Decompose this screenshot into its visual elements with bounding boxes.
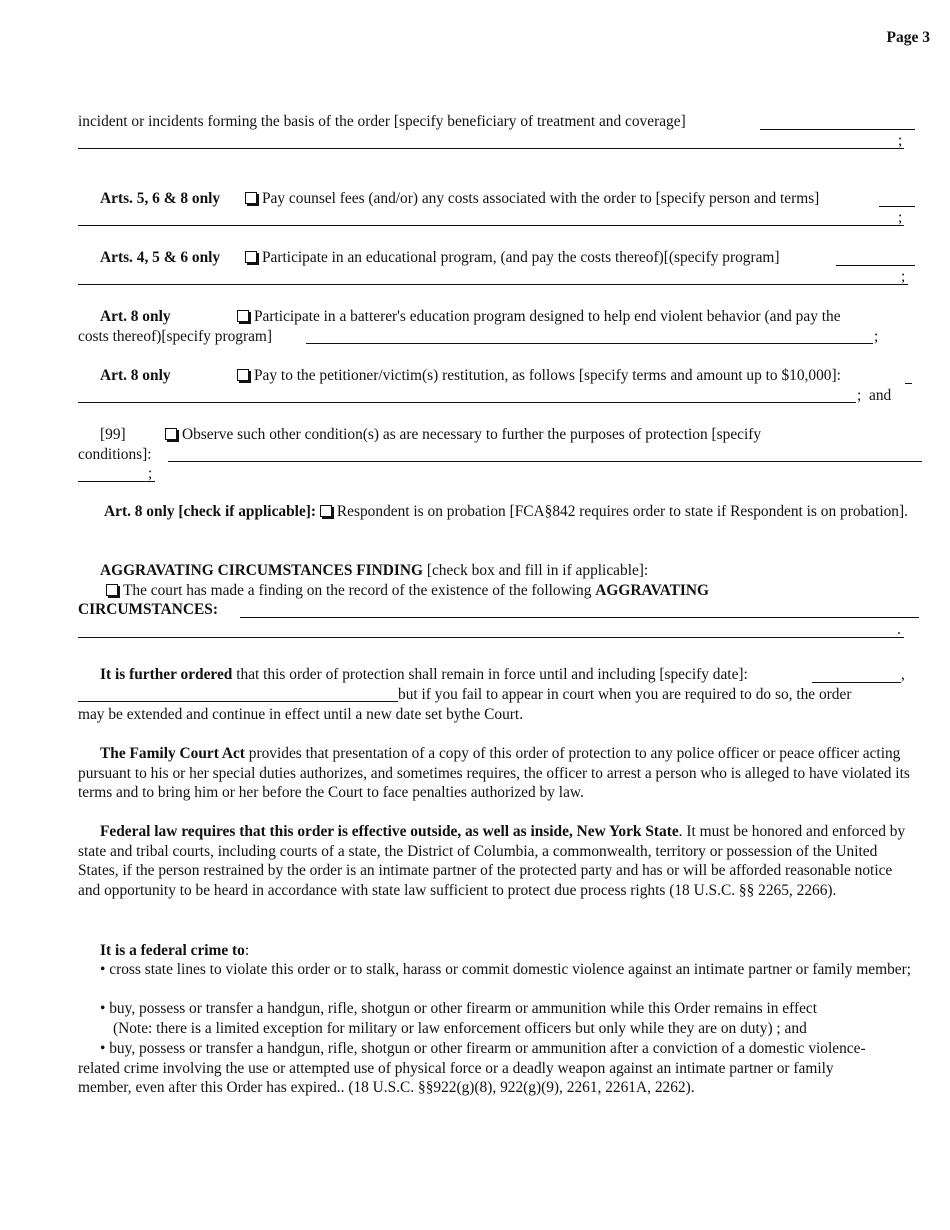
probation-label: Art. 8 only [check if applicable]:: [104, 503, 317, 520]
crime-bullet-2-line-2: (Note: there is a limited exception for military or law enforcement officers but only while they are on duty) ; and: [113, 1020, 807, 1037]
other-text-2: conditions]:: [78, 446, 152, 463]
education-fill-line-2[interactable]: [78, 284, 908, 285]
crime-heading: It is a federal crime to: [100, 942, 245, 959]
probation-paragraph: [78, 502, 916, 522]
further-ordered-fill-line[interactable]: [78, 701, 398, 702]
crime-bullet-2-line-1: • buy, possess or transfer a handgun, rifle, shotgun or other firearm or ammunition while this Order remains in effect: [100, 1000, 818, 1017]
restitution-article: Art. 8 only: [100, 367, 171, 384]
further-ordered-text-3: may be extended and continue in effect until a new date set bythe Court.: [78, 706, 524, 723]
aggravating-bold-2: CIRCUMSTANCES:: [78, 601, 218, 618]
batterer-article: Art. 8 only: [100, 308, 171, 325]
further-ordered-line-1: [100, 665, 748, 685]
counsel-checkbox[interactable]: [245, 192, 257, 204]
education-text: Participate in an educational program, (and pay the costs thereof)[(specify program]: [262, 249, 780, 266]
batterer-text-1: Participate in a batterer's education program designed to help end violent behavior (and pay the: [254, 308, 841, 325]
other-semicolon: ;: [148, 465, 153, 482]
restitution-tail: ; and: [857, 387, 892, 404]
other-code: [99]: [100, 426, 126, 443]
federal-bold: Federal law requires that this order is effective outside, as well as inside, New York State: [100, 823, 679, 840]
restitution-text: Pay to the petitioner/victim(s) restitution, as follows [specify terms and amount up to $10,000]:: [254, 367, 841, 384]
fca-text: provides that presentation of a copy of this order of protection to any police officer or peace officer acting pursuant to his or her special duties authorizes, and sometimes requires, the officer to arrest a person who is alleged to have violated its terms and to bring him or her before the Court to face penalties authorized by law.: [78, 745, 910, 801]
counsel-semicolon: ;: [898, 209, 903, 226]
further-ordered-text-2: but if you fail to appear in court when you are required to do so, the order: [398, 686, 852, 703]
other-fill-line-1[interactable]: [168, 461, 922, 462]
restitution-fill-line-2[interactable]: [78, 402, 856, 403]
probation-text: Respondent is on probation [FCA§842 requires order to state if Respondent is on probation].: [336, 503, 908, 520]
aggravating-fill-line-2[interactable]: [78, 637, 904, 638]
further-ordered-text-1: that this order of protection shall remain in force until and including [specify date]:: [236, 666, 748, 683]
further-ordered-date-line[interactable]: [812, 682, 901, 683]
page-number: Page 3: [886, 29, 930, 46]
incident-fill-line-2[interactable]: [78, 148, 904, 149]
batterer-fill-line[interactable]: [306, 343, 873, 344]
aggravating-checkbox[interactable]: [106, 584, 118, 596]
counsel-item: [245, 189, 819, 209]
education-checkbox[interactable]: [245, 251, 257, 263]
education-fill-line-1[interactable]: [836, 265, 915, 266]
further-ordered-bold: It is further ordered: [100, 666, 233, 683]
other-checkbox[interactable]: [165, 428, 177, 440]
counsel-fill-line-1[interactable]: [879, 206, 915, 207]
batterer-checkbox[interactable]: [237, 310, 249, 322]
restitution-checkbox[interactable]: [237, 369, 249, 381]
aggravating-bold-1: AGGRAVATING: [595, 582, 710, 599]
batterer-item: [237, 307, 841, 327]
crime-bullet-3: • buy, possess or transfer a handgun, rifle, shotgun or other firearm or ammunition after a conviction of a domestic violence-related crime involving the use or attempted use of physical force or a deadly weapon against an intimate partner or family member, even after this Order has expired.. (18 U.S.C. §§922(g)(8), 922(g)(9), 2261, 2261A, 2262).: [78, 1040, 866, 1096]
aggravating-heading: AGGRAVATING CIRCUMSTANCES FINDING: [100, 562, 423, 579]
incident-semicolon: ;: [898, 132, 903, 149]
aggravating-text: The court has made a finding on the record of the existence of the following: [123, 582, 592, 599]
aggravating-fill-line-1[interactable]: [240, 617, 919, 618]
aggravating-item: [106, 581, 709, 601]
aggravating-period: .: [897, 621, 901, 638]
education-item: [245, 248, 780, 268]
education-article: Arts. 4, 5 & 6 only: [100, 249, 221, 266]
federal-paragraph: [78, 822, 916, 900]
counsel-fill-line-2[interactable]: [78, 225, 904, 226]
crime-bullet-1: • cross state lines to violate this order or to stalk, harass or commit domestic violence against an intimate partner or family member;: [100, 961, 912, 978]
incident-fill-line-1[interactable]: [760, 129, 915, 130]
counsel-article: Arts. 5, 6 & 8 only: [100, 190, 221, 207]
batterer-semicolon: ;: [874, 328, 879, 345]
restitution-fill-line-1[interactable]: [905, 383, 912, 384]
crime-heading-row: It is a federal crime to:: [100, 942, 250, 959]
counsel-text: Pay counsel fees (and/or) any costs associated with the order to [specify person and terms]: [262, 190, 820, 207]
incident-text: incident or incidents forming the basis of the order [specify beneficiary of treatment and coverage]: [78, 113, 686, 130]
fca-paragraph: [78, 744, 916, 803]
other-text-1: Observe such other condition(s) as are necessary to further the purposes of protection [specify: [182, 426, 762, 443]
restitution-item: [237, 366, 841, 386]
fca-bold: The Family Court Act: [100, 745, 245, 762]
probation-checkbox[interactable]: [320, 505, 332, 517]
federal-text: . It must be honored and enforced by state and tribal courts, including courts of a state, the District of Columbia, a commonwealth, territory or possession of the United States, if the person restrained by the order is an intimate partner of the protected party and has or will be afforded reasonable notice and opportunity to be heard in accordance with state law sufficient to protect due process rights (18 U.S.C. §§ 2265, 2266).: [78, 823, 906, 899]
education-semicolon: ;: [901, 268, 906, 285]
other-item: [165, 425, 761, 445]
batterer-text-2: costs thereof)[specify program]: [78, 328, 273, 345]
other-fill-line-2[interactable]: [78, 481, 155, 482]
further-ordered-comma: ,: [901, 666, 905, 683]
aggravating-heading-note: [check box and fill in if applicable]:: [426, 562, 649, 579]
aggravating-heading-row: [100, 561, 648, 581]
